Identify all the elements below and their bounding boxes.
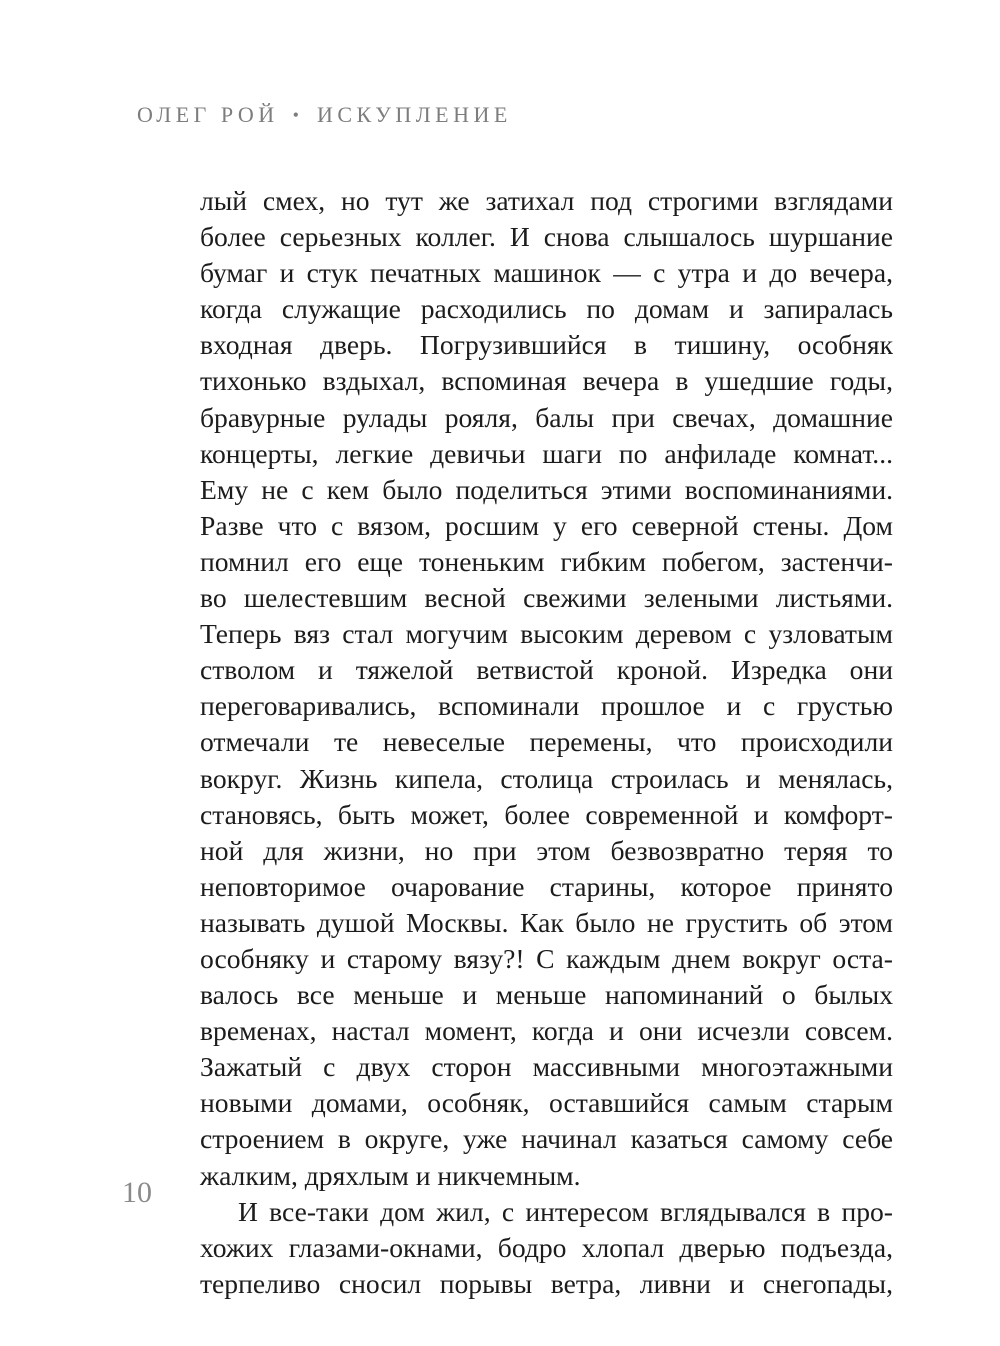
body-text (200, 183, 893, 1302)
page-number: 10 (122, 1176, 152, 1209)
text-line: терпеливо сносил порывы ветра, ливни и снегопады, (200, 1267, 893, 1299)
text-line: называть душой Москвы. Как было не грустить об этом (200, 906, 893, 938)
text-line: валось все меньше и меньше напоминаний о былых (200, 979, 893, 1011)
text-line: более серьезных коллег. И снова слышалось шуршание (200, 221, 893, 253)
header-author: ОЛЕГ РОЙ (137, 102, 279, 127)
text-line: помнил его еще тоненьким гибким побегом, застенчи- (200, 545, 893, 577)
paragraph-end-line: жалким, дряхлым и никчемным. (200, 1159, 581, 1191)
text-line: Разве что с вязом, росшим у его северной стены. Дом (200, 509, 893, 541)
running-header (137, 100, 512, 131)
text-line: особняку и старому вязу?! С каждым днем вокруг оста- (200, 942, 893, 974)
text-line: ной для жизни, но при этом безвозвратно теряя то (200, 834, 893, 866)
text-line: Теперь вяз стал могучим высоким деревом с узловатым (200, 618, 893, 650)
text-line: переговаривались, вспоминали прошлое и с грустью (200, 690, 893, 722)
text-line: временах, настал момент, когда и они исчезли совсем. (200, 1015, 893, 1047)
text-line: входная дверь. Погрузившийся в тишину, особняк (200, 329, 893, 361)
text-line: стволом и тяжелой ветвистой кроной. Изредка они (200, 654, 893, 686)
text-line: отмечали те невеселые перемены, что происходили (200, 726, 893, 758)
text-line: концерты, легкие девичьи шаги по анфиладе комнат... (200, 437, 893, 469)
text-line: когда служащие расходились по домам и запиралась (200, 293, 893, 325)
text-line: строением в округе, уже начинал казаться самому себе (200, 1123, 893, 1155)
text-line: хожих глазами-окнами, бодро хлопал дверью подъезда, (200, 1231, 893, 1263)
text-line: бравурные рулады рояля, балы при свечах, домашние (200, 401, 893, 433)
text-line: неповторимое очарование старины, которое принято (200, 870, 893, 902)
text-line: становясь, быть может, более современной и комфорт- (200, 798, 893, 830)
text-line: новыми домами, особняк, оставшийся самым старым (200, 1087, 893, 1119)
text-line: бумаг и стук печатных машинок — с утра и до вечера, (200, 257, 893, 289)
text-line: Ему не с кем было поделиться этими воспоминаниями. (200, 473, 893, 505)
text-line: во шелестевшим весной свежими зелеными листьями. (200, 582, 893, 614)
text-line: тихонько вздыхал, вспоминая вечера в ушедшие годы, (200, 365, 893, 397)
text-line: вокруг. Жизнь кипела, столица строилась и менялась, (200, 762, 893, 794)
paragraph-start-line: И все-таки дом жил, с интересом вглядывался в про- (238, 1195, 893, 1227)
text-line: Зажатый с двух сторон массивными многоэтажными (200, 1051, 893, 1083)
text-line: лый смех, но тут же затихал под строгими взглядами (200, 185, 893, 216)
header-book-title: ИСКУПЛЕНИЕ (316, 102, 512, 127)
header-separator: • (292, 105, 299, 125)
